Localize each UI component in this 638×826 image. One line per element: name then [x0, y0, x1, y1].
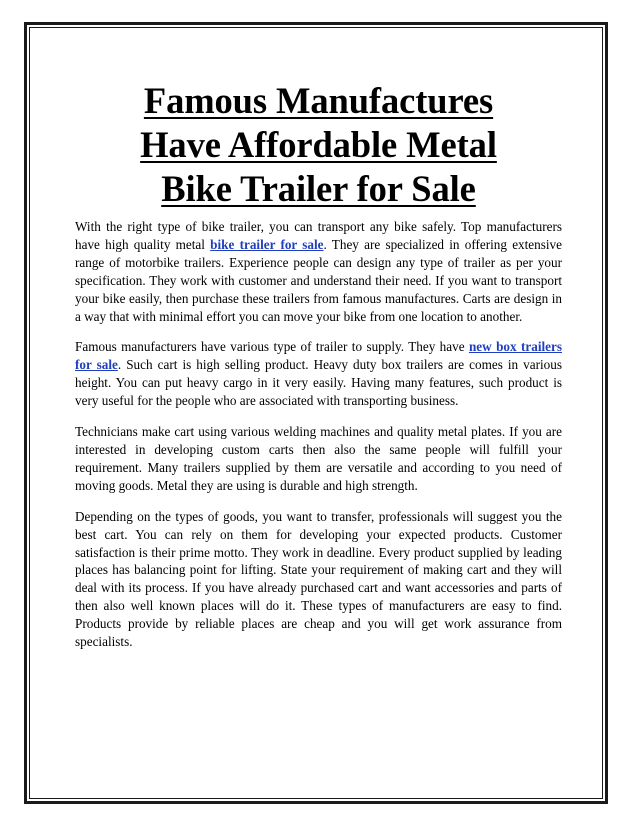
paragraph-2-text-before: Famous manufacturers have various type of trailer to supply. They have	[75, 339, 469, 355]
paragraph-4: Depending on the types of goods, you want to transfer, professionals will suggest you the best cart. You can rely on them for developing your expected products. Customer satisfaction is their prime motto. They work in deadline. Every product supplied by leading places has balancing point for lifting. State your requirement of making cart and they will deal with its process. If you have already purchased cart and want accessories and parts of then also well known places will do it. These types of manufacturers are easy to find. Products provide by reliable places are cheap and you will get work assurance from specialists.	[75, 508, 562, 650]
paragraph-2	[75, 338, 562, 410]
paragraph-1-text-after: . They are specialized in offering extensive range of motorbike trailers. Experience people can design any type of trailer as per your specification. They work with customer and understand their need. If you want to transport your bike easily, then purchase these trailers from famous manufactures. Carts are design in a way that with minimal effort you can move your bike from one location to another.	[75, 236, 562, 324]
paragraph-1-text-before: With the right type of bike trailer, you can transport any bike safely. Top manufacturers have high quality metal	[75, 219, 562, 252]
bike-trailer-for-sale-link[interactable]: bike trailer for sale	[210, 236, 324, 252]
page-title	[75, 79, 562, 211]
title-line-3: Bike Trailer for Sale	[161, 168, 476, 209]
paragraph-1	[75, 218, 562, 325]
paragraph-2-text-after: . Such cart is high selling product. Heavy duty box trailers are comes in various height. You can put heavy cargo in it very easily. Having many features, such product is very useful for the people who are associated with transporting business.	[75, 357, 563, 409]
title-line-1: Famous Manufactures	[143, 80, 494, 121]
new-box-trailers-for-sale-link[interactable]: new box trailers for sale	[75, 339, 562, 373]
paragraph-3: Technicians make cart using various welding machines and quality metal plates. If you are interested in developing custom carts then also the same people will fulfill your requirement. Many trailers supplied by them are versatile and according to you need of moving goods. Metal they are using is durable and high strength.	[75, 424, 562, 493]
document-body	[75, 79, 562, 664]
title-line-2: Have Affordable Metal	[140, 124, 497, 165]
